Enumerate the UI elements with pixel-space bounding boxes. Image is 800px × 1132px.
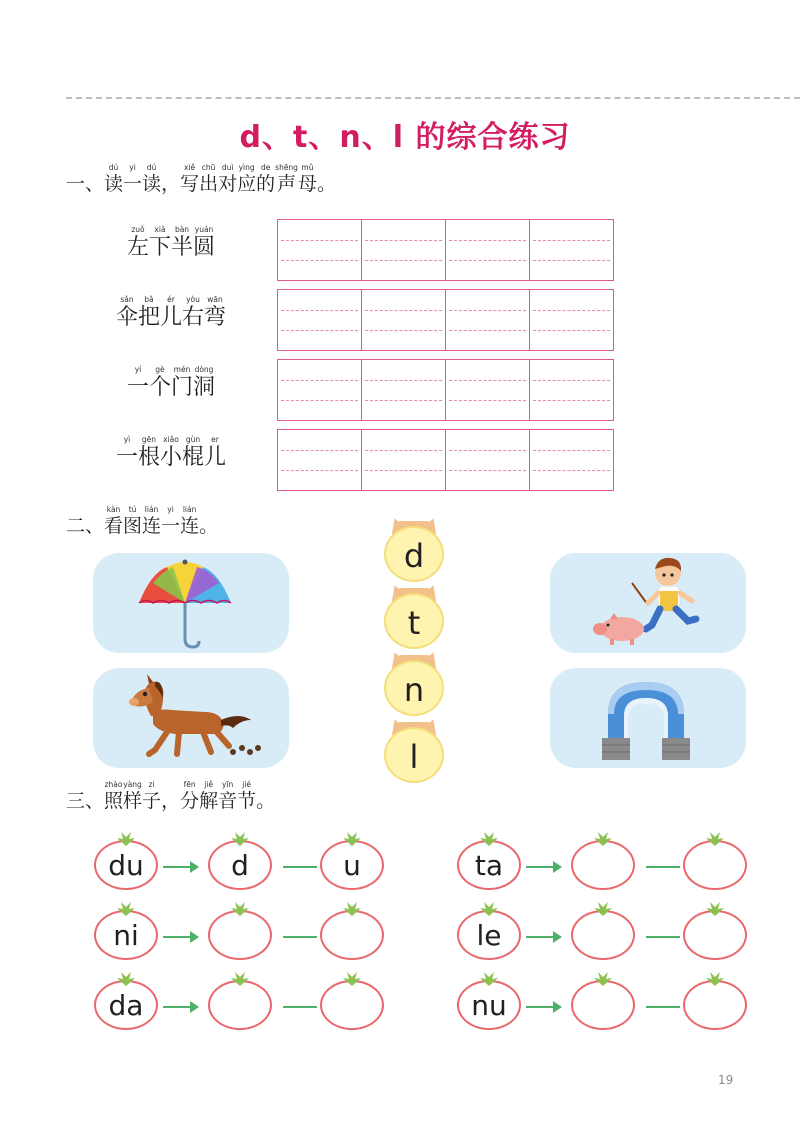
pinyin: wān (207, 295, 223, 304)
pinyin: mén (173, 365, 191, 374)
hanzi: 下 (148, 235, 171, 260)
arrow-right-icon (163, 1006, 197, 1008)
ruby-char (199, 780, 218, 812)
arrow-right-icon (163, 866, 197, 868)
letter-label: n (403, 671, 425, 709)
ruby-char (237, 780, 256, 812)
hanzi: 连 (142, 515, 162, 537)
guide-line (365, 450, 442, 451)
guide-line (449, 260, 526, 261)
writing-grid[interactable] (277, 289, 614, 351)
pinyin: xiǎo (163, 435, 179, 444)
write-row (0, 289, 800, 353)
section3-heading (66, 780, 275, 812)
hanzi: 。 (199, 515, 219, 537)
tomato-leaf-icon (592, 972, 614, 986)
ruby-char (193, 365, 215, 401)
pinyin: yi (167, 505, 174, 514)
guide-line (533, 330, 610, 331)
hanzi: 门 (171, 375, 194, 400)
pinyin: yàng (123, 780, 142, 789)
guide-line (533, 260, 610, 261)
syllable-tomato (456, 902, 522, 960)
horse-icon (93, 668, 289, 768)
ruby-char (161, 163, 180, 195)
guide-line (449, 240, 526, 241)
hanzi: 小 (159, 445, 182, 470)
hanzi: 儿 (204, 445, 227, 470)
ruby-char (180, 163, 199, 195)
picture-card-boy-pig[interactable] (550, 553, 746, 653)
hanzi: 读 (104, 173, 124, 195)
pinyin: er (211, 435, 219, 444)
final-tomato[interactable] (319, 902, 385, 960)
hanzi: 伞 (115, 305, 138, 330)
tomato-outline (683, 840, 747, 890)
ruby-char (160, 295, 182, 331)
tomato-text: da (108, 989, 144, 1022)
tomato-leaf-icon (229, 972, 251, 986)
tomato-outline (208, 910, 272, 960)
guide-line (449, 400, 526, 401)
hanzi: 半 (171, 235, 194, 260)
guide-line (449, 380, 526, 381)
syllable-tomato (93, 972, 159, 1030)
grid-cell[interactable] (530, 430, 613, 490)
section1-heading (66, 163, 336, 195)
ruby-char (142, 163, 161, 195)
hanzi: 。 (256, 790, 276, 812)
ruby-char (298, 163, 317, 195)
guide-line (449, 310, 526, 311)
letter-label: d (403, 537, 425, 575)
pinyin: duì (221, 163, 234, 172)
ruby-char (199, 163, 218, 195)
ruby-char (127, 365, 149, 401)
hanzi: 一、 (66, 173, 105, 195)
ruby-char (161, 505, 180, 537)
hanzi: 二、 (66, 515, 105, 537)
tomato-outline (571, 910, 635, 960)
tomato-outline (320, 980, 384, 1030)
letter-label: l (409, 738, 419, 776)
hanzi: 根 (137, 445, 160, 470)
pinyin: gè (155, 365, 165, 374)
pinyin: yí (134, 365, 142, 374)
pinyin: yi (129, 163, 136, 172)
hanzi: 看 (104, 515, 124, 537)
picture-card-umbrella[interactable] (93, 553, 289, 653)
pinyin: jiě (204, 780, 213, 789)
tomato-leaf-icon (341, 832, 363, 846)
hanzi: 个 (148, 375, 171, 400)
hanzi: 。 (316, 173, 336, 195)
hanzi: 写 (180, 173, 200, 195)
letter-label: t (407, 604, 421, 642)
tomato-leaf-icon (704, 972, 726, 986)
pinyin: gēn (141, 435, 157, 444)
tomato-leaf-icon (592, 902, 614, 916)
hanzi: 把 (137, 305, 160, 330)
grid-cell[interactable] (362, 220, 446, 280)
guide-line (281, 470, 358, 471)
pinyin: yuán (194, 225, 214, 234)
hanzi: 的 (256, 173, 276, 195)
pinyin: xiě (184, 163, 196, 172)
hanzi: 圆 (193, 235, 216, 260)
ruby-char (218, 163, 237, 195)
grid-cell[interactable] (446, 290, 530, 350)
letter-chip-t[interactable] (381, 585, 447, 651)
dash-connector (283, 1006, 317, 1008)
ruby-char (123, 780, 142, 812)
tomato-leaf-icon (592, 832, 614, 846)
page-title: d、t、n、l 的综合练习 (239, 120, 571, 155)
ruby-char (193, 225, 215, 261)
grid-cell[interactable] (278, 290, 362, 350)
ruby-char (104, 163, 123, 195)
ruby-char (218, 780, 237, 812)
ruby-char (66, 163, 104, 195)
guide-line (365, 470, 442, 471)
ruby-char (142, 505, 161, 537)
guide-line (281, 310, 358, 311)
row-phrase (96, 365, 246, 401)
ruby-char (256, 780, 275, 812)
pinyin: ér (167, 295, 175, 304)
ruby-char (182, 295, 204, 331)
tomato-outline (320, 910, 384, 960)
guide-line (533, 450, 610, 451)
picture-card-arch[interactable] (550, 668, 746, 768)
grid-cell[interactable] (362, 290, 446, 350)
guide-line (533, 400, 610, 401)
tomato-outline (208, 980, 272, 1030)
row-phrase (96, 435, 246, 471)
pinyin: zi (148, 780, 155, 789)
initial-tomato[interactable] (207, 902, 273, 960)
hanzi: 声 (277, 173, 297, 195)
pinyin: tú (128, 505, 137, 514)
tomato-outline (683, 980, 747, 1030)
syllable-tomato (456, 972, 522, 1030)
tomato-text: u (343, 849, 361, 882)
dash-connector (283, 866, 317, 868)
dash-connector (646, 936, 680, 938)
tomato-leaf-icon (478, 832, 500, 846)
tomato-text: ni (113, 919, 139, 952)
ruby-char (149, 225, 171, 261)
grid-cell[interactable] (278, 430, 362, 490)
grid-cell[interactable] (446, 360, 530, 420)
ruby-char (104, 780, 123, 812)
tomato-leaf-icon (229, 832, 251, 846)
dash-connector (646, 866, 680, 868)
ruby-char (138, 435, 160, 471)
guide-line (533, 470, 610, 471)
writing-grid[interactable] (277, 219, 614, 281)
tomato-text: ta (474, 849, 504, 882)
letter-chip-l[interactable] (381, 719, 447, 785)
tomato-text: nu (471, 989, 507, 1022)
guide-line (365, 330, 442, 331)
hanzi: 样 (123, 790, 143, 812)
pinyin: kàn (106, 505, 121, 514)
grid-cell[interactable] (530, 360, 613, 420)
ruby-char (182, 435, 204, 471)
grid-cell[interactable] (530, 220, 613, 280)
letter-chip-n[interactable] (381, 652, 447, 718)
guide-line (365, 240, 442, 241)
hanzi: 一 (123, 173, 143, 195)
arrow-right-icon (526, 1006, 560, 1008)
arrow-right-icon (526, 936, 560, 938)
hanzi: 解 (199, 790, 219, 812)
grid-cell[interactable] (530, 290, 613, 350)
guide-line (365, 380, 442, 381)
pinyin: lián (144, 505, 159, 514)
hanzi: 弯 (204, 305, 227, 330)
initial-tomato[interactable] (207, 972, 273, 1030)
syllable-tomato (93, 902, 159, 960)
pinyin: fēn (183, 780, 196, 789)
guide-line (281, 400, 358, 401)
pinyin: dòng (194, 365, 214, 374)
final-tomato[interactable] (682, 902, 748, 960)
pinyin: bàn (174, 225, 190, 234)
row-phrase (96, 295, 246, 331)
ruby-char (204, 295, 226, 331)
ruby-char (171, 365, 193, 401)
grid-cell[interactable] (278, 360, 362, 420)
guide-line (281, 260, 358, 261)
hanzi: 连 (180, 515, 200, 537)
tomato-leaf-icon (341, 972, 363, 986)
hanzi: ， (161, 173, 181, 195)
hanzi: 音 (218, 790, 238, 812)
pinyin: dú (146, 163, 157, 172)
pinyin: zuǒ (131, 225, 145, 234)
picture-card-horse[interactable] (93, 668, 289, 768)
boy-with-pig-icon (550, 553, 746, 653)
grid-cell[interactable] (362, 430, 446, 490)
hanzi: 应 (237, 173, 257, 195)
pinyin: yì (123, 435, 131, 444)
guide-line (281, 450, 358, 451)
hanzi: 照 (104, 790, 124, 812)
hanzi: 母 (297, 173, 317, 195)
pinyin: dú (108, 163, 119, 172)
pinyin: xià (154, 225, 166, 234)
top-dashed-rule (66, 97, 800, 99)
grid-cell[interactable] (278, 220, 362, 280)
tomato-outline (683, 910, 747, 960)
write-row (0, 219, 800, 283)
writing-grid[interactable] (277, 359, 614, 421)
ruby-char (180, 505, 199, 537)
tomato-outline (571, 980, 635, 1030)
syllable-tomato (93, 832, 159, 890)
hanzi: 儿 (159, 305, 182, 330)
initial-tomato[interactable] (570, 832, 636, 890)
letter-chip-d[interactable] (381, 518, 447, 584)
ruby-char (66, 780, 104, 812)
hanzi: 读 (142, 173, 162, 195)
final-tomato[interactable] (319, 832, 385, 890)
guide-line (533, 240, 610, 241)
arrow-right-icon (163, 936, 197, 938)
tomato-leaf-icon (341, 902, 363, 916)
ruby-char (171, 225, 193, 261)
ruby-char (237, 163, 256, 195)
grid-cell[interactable] (446, 220, 530, 280)
initial-tomato[interactable] (570, 972, 636, 1030)
row-phrase (96, 225, 246, 261)
ruby-char (104, 505, 123, 537)
pinyin: mǔ (301, 163, 314, 172)
guide-line (365, 310, 442, 311)
tomato-text: d (231, 849, 249, 882)
writing-grid[interactable] (277, 429, 614, 491)
syllable-tomato (456, 832, 522, 890)
dash-connector (646, 1006, 680, 1008)
hanzi: 对 (218, 173, 238, 195)
ruby-char (199, 505, 218, 537)
final-tomato[interactable] (682, 972, 748, 1030)
hanzi: 棍 (182, 445, 205, 470)
hanzi: 一 (115, 445, 138, 470)
pinyin: jié (242, 780, 252, 789)
pinyin: yìng (238, 163, 255, 172)
pinyin: sǎn (120, 295, 134, 304)
hanzi: 子 (142, 790, 162, 812)
guide-line (365, 400, 442, 401)
guide-line (281, 380, 358, 381)
guide-line (449, 330, 526, 331)
guide-line (533, 380, 610, 381)
initial-tomato[interactable] (570, 902, 636, 960)
ruby-char (204, 435, 226, 471)
pinyin: yīn (221, 780, 234, 789)
guide-line (449, 450, 526, 451)
pinyin: de (260, 163, 271, 172)
tomato-leaf-icon (115, 972, 137, 986)
hanzi: 左 (126, 235, 149, 260)
arch-gate-icon (550, 668, 746, 768)
ruby-char (256, 163, 275, 195)
ruby-char (138, 295, 160, 331)
pinyin: bǎ (144, 295, 154, 304)
ruby-char (116, 435, 138, 471)
tomato-text: du (108, 849, 144, 882)
write-row (0, 429, 800, 493)
pinyin: zhào (104, 780, 123, 789)
tomato-leaf-icon (478, 902, 500, 916)
page-number: 19 (718, 1073, 734, 1087)
guide-line (281, 330, 358, 331)
ruby-char (161, 780, 180, 812)
hanzi: 分 (180, 790, 200, 812)
pinyin: yòu (186, 295, 200, 304)
guide-line (449, 470, 526, 471)
final-tomato[interactable] (682, 832, 748, 890)
tomato-leaf-icon (115, 902, 137, 916)
ruby-char (317, 163, 336, 195)
tomato-leaf-icon (478, 972, 500, 986)
hanzi: ， (161, 790, 181, 812)
grid-cell[interactable] (362, 360, 446, 420)
hanzi: 图 (123, 515, 143, 537)
hanzi: 节 (237, 790, 257, 812)
hanzi: 三、 (66, 790, 105, 812)
final-tomato[interactable] (319, 972, 385, 1030)
tomato-outline (571, 840, 635, 890)
pinyin: lián (182, 505, 197, 514)
write-row (0, 359, 800, 423)
section2-heading (66, 505, 218, 537)
ruby-char (116, 295, 138, 331)
ruby-char (149, 365, 171, 401)
guide-line (365, 260, 442, 261)
hanzi: 一 (161, 515, 181, 537)
umbrella-icon (93, 553, 289, 653)
ruby-char (180, 780, 199, 812)
hanzi: 右 (182, 305, 205, 330)
ruby-char (160, 435, 182, 471)
initial-tomato[interactable] (207, 832, 273, 890)
grid-cell[interactable] (446, 430, 530, 490)
guide-line (281, 240, 358, 241)
tomato-text: le (476, 919, 502, 952)
pinyin: shēng (275, 163, 298, 172)
pinyin: gùn (185, 435, 201, 444)
ruby-char (66, 505, 104, 537)
ruby-char (142, 780, 161, 812)
tomato-leaf-icon (704, 902, 726, 916)
tomato-leaf-icon (704, 832, 726, 846)
pinyin: chū (201, 163, 216, 172)
tomato-leaf-icon (229, 902, 251, 916)
ruby-char (123, 163, 142, 195)
hanzi: 洞 (193, 375, 216, 400)
ruby-char (123, 505, 142, 537)
dash-connector (283, 936, 317, 938)
tomato-leaf-icon (115, 832, 137, 846)
ruby-char (127, 225, 149, 261)
ruby-char (275, 163, 298, 195)
arrow-right-icon (526, 866, 560, 868)
hanzi: 出 (199, 173, 219, 195)
guide-line (533, 310, 610, 311)
hanzi: 一 (126, 375, 149, 400)
